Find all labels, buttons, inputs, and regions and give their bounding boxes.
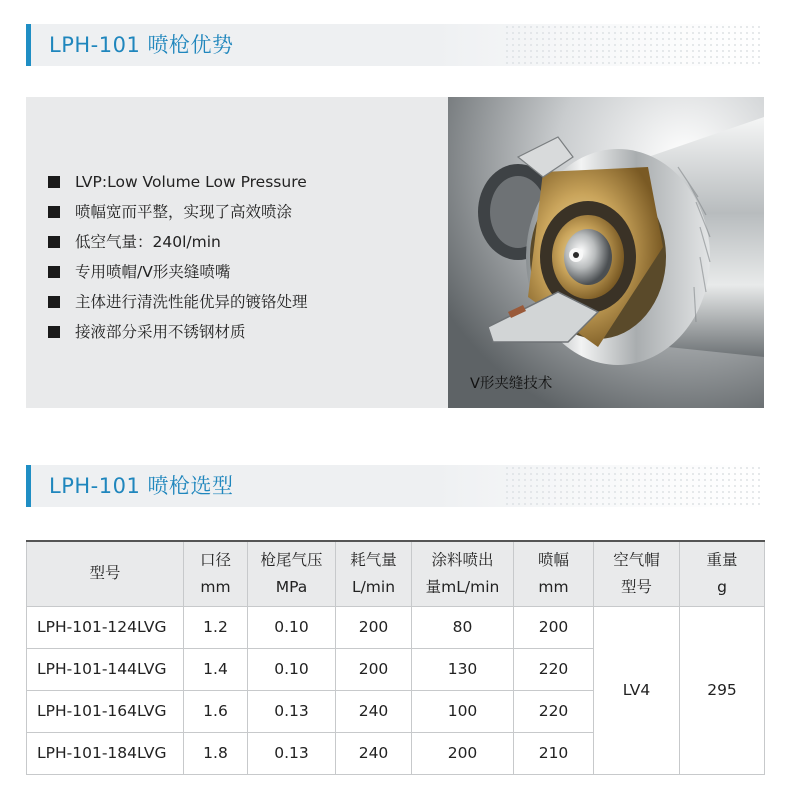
header-air-cap: 空气帽 型号 bbox=[594, 541, 680, 606]
cell-paint: 100 bbox=[412, 690, 514, 732]
header-air-consumption: 耗气量 L/min bbox=[336, 541, 412, 606]
nozzle-photo bbox=[448, 97, 764, 408]
cell-pressure: 0.13 bbox=[248, 690, 336, 732]
advantage-item: 专用喷帽/V形夹缝喷嘴 bbox=[48, 257, 308, 287]
cell-pressure: 0.10 bbox=[248, 648, 336, 690]
header-bore: 口径 mm bbox=[184, 541, 248, 606]
cell-model: LPH-101-184LVG bbox=[27, 732, 184, 774]
photo-caption: V形夹缝技术 bbox=[470, 376, 553, 392]
cell-air: 200 bbox=[336, 606, 412, 648]
advantage-item: LVP:Low Volume Low Pressure bbox=[48, 167, 308, 197]
header-model: 型号 bbox=[27, 541, 184, 606]
cell-pressure: 0.13 bbox=[248, 732, 336, 774]
cell-width: 200 bbox=[514, 606, 594, 648]
cell-model: LPH-101-124LVG bbox=[27, 606, 184, 648]
header-dot-pattern bbox=[504, 24, 764, 66]
bullet-square-icon bbox=[48, 296, 60, 308]
header-weight: 重量 g bbox=[680, 541, 765, 606]
table-row bbox=[27, 606, 765, 648]
table-header-row bbox=[27, 541, 765, 606]
advantage-item: 接液部分采用不锈钢材质 bbox=[48, 317, 308, 347]
cell-width: 220 bbox=[514, 648, 594, 690]
cell-pressure: 0.10 bbox=[248, 606, 336, 648]
bullet-square-icon bbox=[48, 326, 60, 338]
cell-air: 200 bbox=[336, 648, 412, 690]
header-spray-width: 喷幅 mm bbox=[514, 541, 594, 606]
cell-paint: 130 bbox=[412, 648, 514, 690]
cell-bore: 1.8 bbox=[184, 732, 248, 774]
cell-width: 220 bbox=[514, 690, 594, 732]
cell-bore: 1.2 bbox=[184, 606, 248, 648]
advantage-item: 低空气量：240l/min bbox=[48, 227, 308, 257]
nozzle-illustration bbox=[448, 97, 764, 408]
cell-model: LPH-101-164LVG bbox=[27, 690, 184, 732]
bullet-square-icon bbox=[48, 176, 60, 188]
bullet-square-icon bbox=[48, 206, 60, 218]
header-paint-output: 涂料喷出 量mL/min bbox=[412, 541, 514, 606]
cell-bore: 1.4 bbox=[184, 648, 248, 690]
spec-table bbox=[26, 540, 765, 775]
header-dot-pattern bbox=[504, 465, 764, 507]
cell-air: 240 bbox=[336, 690, 412, 732]
header-pressure: 枪尾气压 MPa bbox=[248, 541, 336, 606]
cell-air: 240 bbox=[336, 732, 412, 774]
cell-model: LPH-101-144LVG bbox=[27, 648, 184, 690]
bullet-square-icon bbox=[48, 266, 60, 278]
cell-width: 210 bbox=[514, 732, 594, 774]
advantage-item: 主体进行清洗性能优异的镀铬处理 bbox=[48, 287, 308, 317]
bullet-square-icon bbox=[48, 236, 60, 248]
advantages-list bbox=[48, 167, 308, 347]
section-title-advantages: LPH-101 喷枪优势 bbox=[49, 33, 234, 57]
cell-bore: 1.6 bbox=[184, 690, 248, 732]
cell-paint: 200 bbox=[412, 732, 514, 774]
section-header-advantages bbox=[26, 24, 764, 66]
cell-air-cap: LV4 bbox=[594, 606, 680, 774]
section-header-selection bbox=[26, 465, 764, 507]
section-title-selection: LPH-101 喷枪选型 bbox=[49, 474, 234, 498]
cell-paint: 80 bbox=[412, 606, 514, 648]
advantage-item: 喷幅宽而平整，实现了高效喷涂 bbox=[48, 197, 308, 227]
cell-weight: 295 bbox=[680, 606, 765, 774]
